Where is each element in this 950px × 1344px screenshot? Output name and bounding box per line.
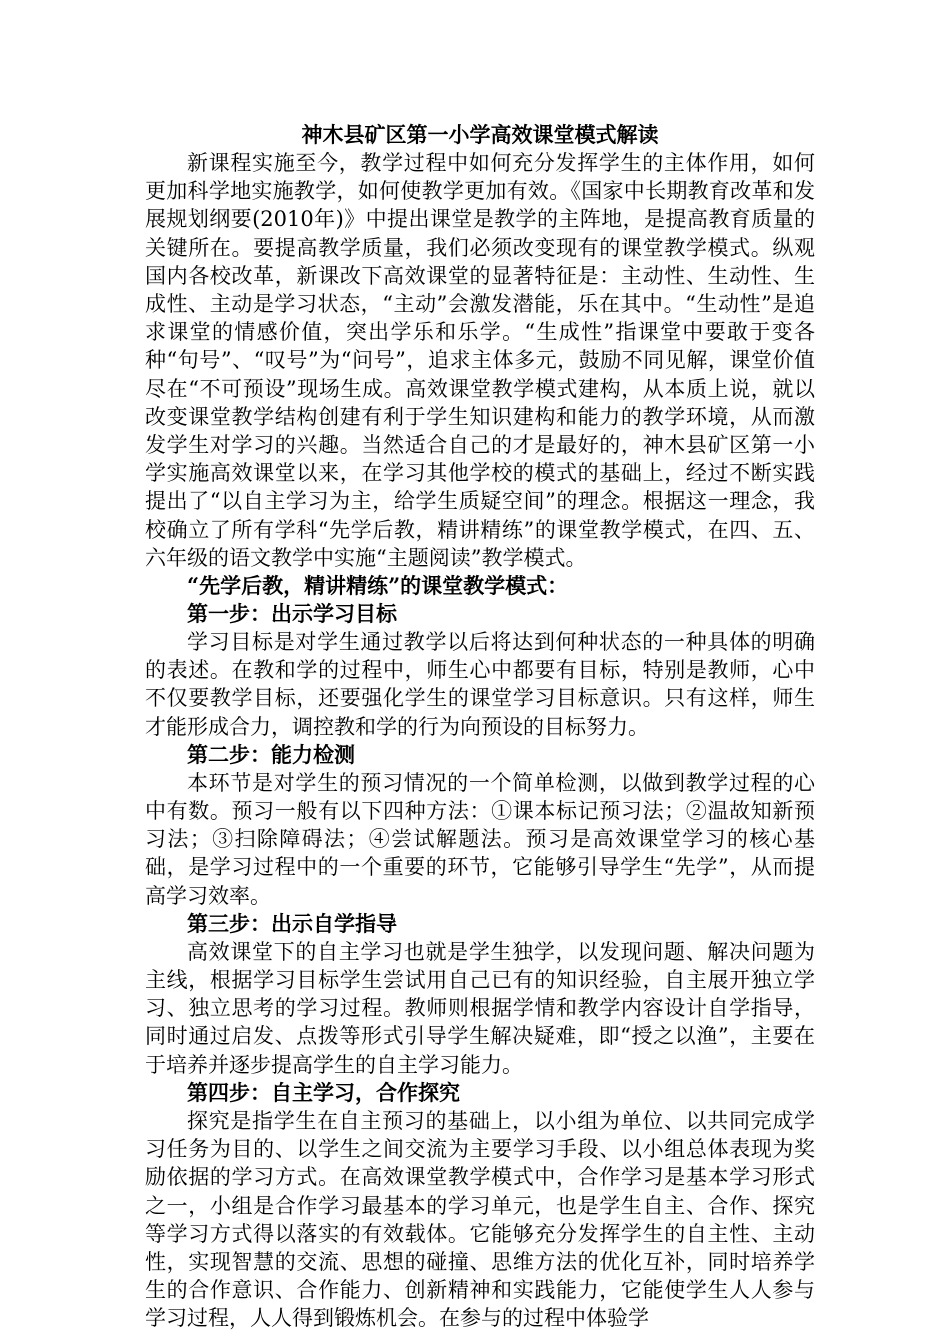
step4-paragraph: 探究是指学生在自主预习的基础上，以小组为单位、以共同完成学习任务为目的、以学生之间交流为主要学习手段、以小组总体表现为奖励依据的学习方式。在高效课堂教学模式中，合作学习是基本学习形式之一，小组是合作学习最基本的学习单元，也是学生自主、合作、探究等学习方式得以落实的有效载体。它能够充分发挥学生的自主性、主动性，实现智慧的交流、思想的碰撞、思维方法的优化互补，同时培养学生的合作意识、合作能力、创新精神和实践能力，它能使学生人人参与学习过程，人人得到锻炼机会。在参与的过程中体验学 — [145, 1108, 815, 1331]
document-page — [145, 120, 815, 1333]
step3-heading: 第三步：出示自学指导 — [187, 910, 397, 936]
step2-heading: 第二步：能力检测 — [187, 741, 355, 767]
model-heading: “先学后教，精讲精练”的课堂教学模式： — [187, 573, 569, 599]
step3-paragraph: 高效课堂下的自主学习也就是学生独学，以发现问题、解决问题为主线，根据学习目标学生尝试用自己已有的知识经验，自主展开独立学习、独立思考的学习过程。教师则根据学情和教学内容设计自学指导，同时通过启发、点拨等形式引导学生解决疑难，即“授之以渔”，主要在于培养并逐步提高学生的自主学习能力。 — [145, 939, 815, 1077]
step1-heading: 第一步：出示学习目标 — [187, 601, 397, 627]
intro-paragraph: 新课程实施至今，教学过程中如何充分发挥学生的主体作用，如何更加科学地实施教学，如何使教学更加有效。《国家中长期教育改革和发展规划纲要(2010年)》中提出课堂是教学的主阵地，是提高教育质量的关键所在。要提高教学质量，我们必须改变现有的课堂教学模式。纵观国内各校改革，新课改下高效课堂的显著特征是：主动性、生动性、生成性、主动是学习状态，“主动”会激发潜能，乐在其中。“生动性”是追求课堂的情感价值，突出学乐和乐学。“生成性”指课堂中要敢于变各种“句号”、“叹号”为“问号”，追求主体多元，鼓励不同见解，课堂价值尽在“不可预设”现场生成。高效课堂教学模式建构，从本质上说，就以改变课堂教学结构创建有利于学生知识建构和能力的教学环境，从而激发学生对学习的兴趣。当然适合自己的才是最好的，神木县矿区第一小学实施高效课堂以来，在学习其他学校的模式的基础上，经过不断实践提出了“以自主学习为主，给学生质疑空间”的理念。根据这一理念，我校确立了所有学科“先学后教，精讲精练”的课堂教学模式，在四、五、六年级的语文教学中实施“主题阅读”教学模式。 — [145, 151, 815, 570]
step1-paragraph: 学习目标是对学生通过教学以后将达到何种状态的一种具体的明确的表述。在教和学的过程中，师生心中都要有目标，特别是教师，心中不仅要教学目标，还要强化学生的课堂学习目标意识。只有这样，师生才能形成合力，调控教和学的行为向预设的目标努力。 — [145, 630, 815, 739]
step2-paragraph: 本环节是对学生的预习情况的一个简单检测，以做到教学过程的心中有数。预习一般有以下四种方法：①课本标记预习法；②温故知新预习法；③扫除障碍法；④尝试解题法。预习是高效课堂学习的核心基础，是学习过程中的一个重要的环节，它能够引导学生“先学”，从而提高学习效率。 — [145, 770, 815, 908]
document-title: 神木县矿区第一小学高效课堂模式解读 — [301, 122, 659, 147]
step4-heading: 第四步：自主学习，合作探究 — [187, 1079, 460, 1105]
